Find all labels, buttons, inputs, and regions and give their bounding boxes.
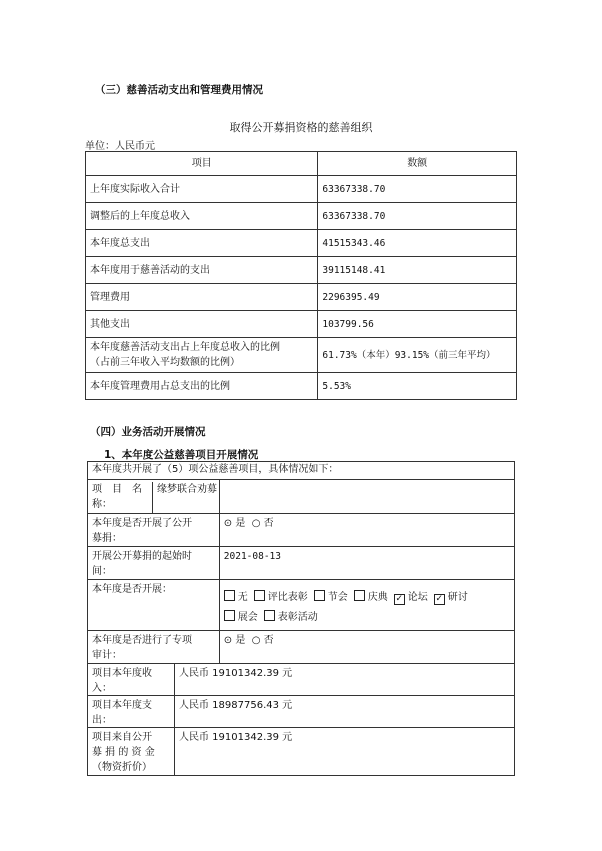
section-3-heading: （三）慈善活动支出和管理费用情况 bbox=[95, 84, 263, 96]
activity-option-label: 庆典 bbox=[367, 592, 388, 603]
checkbox-icon[interactable] bbox=[224, 590, 235, 601]
row-label: 调整后的上年度总收入 bbox=[86, 203, 318, 230]
ratio-label-line1: 本年度慈善活动支出占上年度总收入的比例 bbox=[90, 342, 280, 353]
mgmt-ratio-value: 5.53% bbox=[318, 373, 517, 400]
activity-option[interactable] bbox=[354, 592, 388, 603]
activity-option-label: 节会 bbox=[327, 592, 348, 603]
activity-label: 本年度是否开展： bbox=[88, 580, 220, 631]
project-intro: 本年度共开展了（5）项公益慈善项目，具体情况如下： bbox=[88, 462, 515, 480]
ratio-label-line2: （占前三年收入平均数额的比例） bbox=[90, 357, 240, 368]
checkbox-icon[interactable] bbox=[354, 590, 365, 601]
row-value: 103799.56 bbox=[318, 311, 517, 338]
public-income-label-line1: 项目来自公开 bbox=[92, 732, 152, 743]
expense-row bbox=[88, 696, 515, 728]
no-radio[interactable]: ○ bbox=[251, 518, 261, 529]
activity-option[interactable] bbox=[224, 612, 258, 623]
row-label: 本年度用于慈善活动的支出 bbox=[86, 257, 318, 284]
start-time-label-line2: 间： bbox=[92, 566, 112, 577]
row-value: 63367338.70 bbox=[318, 176, 517, 203]
header-item: 项目 bbox=[86, 152, 318, 176]
header-amount: 数额 bbox=[318, 152, 517, 176]
public-income-value: 人民币 19101342.39 元 bbox=[179, 732, 293, 743]
mgmt-ratio-label: 本年度管理费用占总支出的比例 bbox=[86, 373, 318, 400]
row-label: 本年度总支出 bbox=[86, 230, 318, 257]
activity-option[interactable] bbox=[434, 592, 468, 603]
audit-label-line2: 审计： bbox=[92, 650, 122, 661]
income-label-line1: 项目本年度收 bbox=[92, 668, 152, 679]
ratio-value: 61.73%（本年）93.15%（前三年平均） bbox=[318, 338, 517, 373]
audit-options bbox=[219, 631, 514, 664]
unit-label: 单位：人民币元 bbox=[85, 141, 155, 152]
public-income-label-line3: （物资折价） bbox=[92, 762, 152, 773]
checkbox-icon[interactable] bbox=[314, 590, 325, 601]
row-value: 41515343.46 bbox=[318, 230, 517, 257]
table-row bbox=[86, 284, 517, 311]
section-4-heading: （四）业务活动开展情况 bbox=[90, 426, 206, 438]
income-row bbox=[88, 664, 515, 696]
row-value: 63367338.70 bbox=[318, 203, 517, 230]
checked-checkbox-icon[interactable]: ✓ bbox=[395, 594, 404, 604]
no-label: 否 bbox=[263, 518, 274, 529]
public-fundraising-label-line2: 募捐： bbox=[92, 533, 122, 544]
activity-option-label: 评比表彰 bbox=[267, 592, 308, 603]
audit-yes-label: 是 bbox=[235, 635, 246, 646]
audit-yes-radio[interactable]: ⊙ bbox=[223, 635, 233, 646]
yes-radio[interactable]: ⊙ bbox=[223, 518, 233, 529]
expense-label-line1: 项目本年度支 bbox=[92, 700, 152, 711]
start-time-label bbox=[88, 547, 220, 580]
checkbox-icon[interactable] bbox=[224, 610, 235, 621]
row-label: 上年度实际收入合计 bbox=[86, 176, 318, 203]
yes-label: 是 bbox=[235, 518, 246, 529]
table-caption: 取得公开募捐资格的慈善组织 bbox=[229, 121, 373, 134]
row-value: 2296395.49 bbox=[318, 284, 517, 311]
project-table bbox=[87, 461, 515, 776]
audit-label-line1: 本年度是否进行了专项 bbox=[92, 635, 192, 646]
row-value: 39115148.41 bbox=[318, 257, 517, 284]
table-row bbox=[86, 230, 517, 257]
checkbox-icon[interactable] bbox=[264, 610, 275, 621]
activity-option-label: 无 bbox=[237, 592, 248, 603]
audit-label bbox=[88, 631, 220, 664]
ratio-label bbox=[86, 338, 318, 373]
income-value: 人民币 19101342.39 元 bbox=[179, 668, 293, 679]
public-income-row bbox=[88, 728, 515, 776]
table-row bbox=[86, 257, 517, 284]
audit-no-radio[interactable]: ○ bbox=[251, 635, 261, 646]
activity-option-label: 展会 bbox=[237, 612, 258, 623]
audit-no-label: 否 bbox=[263, 635, 274, 646]
row-label: 其他支出 bbox=[86, 311, 318, 338]
activity-options bbox=[219, 580, 514, 631]
finance-table bbox=[85, 151, 517, 400]
project-name-label bbox=[88, 480, 220, 514]
activity-option-label: 论坛 bbox=[407, 592, 428, 603]
project-name-label-line1: 项 目 名 bbox=[92, 484, 142, 495]
public-fundraising-label-line1: 本年度是否开展了公开 bbox=[92, 518, 192, 529]
start-time-label-line1: 开展公开募捐的起始时 bbox=[92, 551, 192, 562]
activity-option[interactable] bbox=[394, 592, 428, 603]
table-row bbox=[86, 373, 517, 400]
start-time: 2021-08-13 bbox=[219, 547, 514, 580]
activity-option[interactable] bbox=[314, 592, 348, 603]
project-name-filler bbox=[219, 480, 514, 514]
project-name-label-line2: 称： bbox=[92, 499, 112, 510]
checkbox-icon[interactable] bbox=[254, 590, 265, 601]
activity-option-label: 研讨 bbox=[447, 592, 468, 603]
table-row bbox=[86, 176, 517, 203]
activity-option[interactable] bbox=[264, 612, 318, 623]
activity-option[interactable] bbox=[254, 592, 308, 603]
activity-option[interactable] bbox=[224, 592, 248, 603]
table-row bbox=[86, 203, 517, 230]
table-row bbox=[86, 311, 517, 338]
public-fundraising-options bbox=[219, 514, 514, 547]
project-name: 缘梦联合劝募 bbox=[157, 484, 217, 495]
activity-option-label: 表彰活动 bbox=[277, 612, 318, 623]
row-label: 管理费用 bbox=[86, 284, 318, 311]
income-label-line2: 入： bbox=[92, 683, 112, 694]
expense-value: 人民币 18987756.43 元 bbox=[179, 700, 293, 711]
public-income-label-line2: 募 捐 的 资 金 bbox=[92, 747, 155, 758]
section-4-subheading: 1、本年度公益慈善项目开展情况 bbox=[104, 449, 259, 461]
checked-checkbox-icon[interactable]: ✓ bbox=[435, 594, 444, 604]
public-fundraising-label bbox=[88, 514, 220, 547]
table-row bbox=[86, 338, 517, 373]
expense-label-line2: 出： bbox=[92, 715, 112, 726]
